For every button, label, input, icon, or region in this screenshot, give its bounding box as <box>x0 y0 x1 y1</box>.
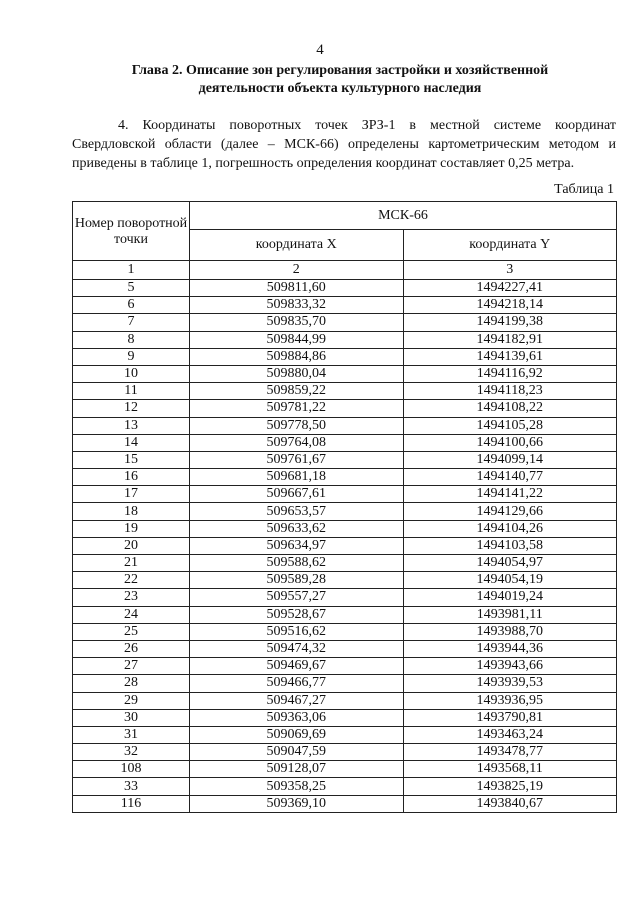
coordinate-y-cell: 1494099,14 <box>403 451 617 468</box>
point-number-cell: 108 <box>73 761 190 778</box>
coordinate-x-cell: 509633,62 <box>190 520 404 537</box>
coordinate-x-cell: 509835,70 <box>190 314 404 331</box>
point-number-cell: 32 <box>73 744 190 761</box>
coordinate-x-cell: 509467,27 <box>190 692 404 709</box>
table-row <box>73 314 617 331</box>
point-number-cell: 6 <box>73 297 190 314</box>
coordinate-y-cell: 1493988,70 <box>403 623 617 640</box>
coordinate-x-cell: 509681,18 <box>190 469 404 486</box>
table-row <box>73 572 617 589</box>
table-row <box>73 486 617 503</box>
point-number-cell: 14 <box>73 434 190 451</box>
column-index: 2 <box>190 261 404 280</box>
header-coordinate-x: координата X <box>190 230 404 261</box>
table-row <box>73 658 617 675</box>
point-number-cell: 28 <box>73 675 190 692</box>
coordinate-y-cell: 1493568,11 <box>403 761 617 778</box>
point-number-cell: 23 <box>73 589 190 606</box>
coordinate-x-cell: 509369,10 <box>190 795 404 812</box>
point-number-cell: 30 <box>73 709 190 726</box>
table-row <box>73 606 617 623</box>
table-row <box>73 400 617 417</box>
point-number-cell: 29 <box>73 692 190 709</box>
coordinate-y-cell: 1494103,58 <box>403 537 617 554</box>
point-number-cell: 116 <box>73 795 190 812</box>
coordinate-y-cell: 1494129,66 <box>403 503 617 520</box>
coordinate-x-cell: 509764,08 <box>190 434 404 451</box>
coordinate-y-cell: 1493981,11 <box>403 606 617 623</box>
point-number-cell: 17 <box>73 486 190 503</box>
coordinate-y-cell: 1494182,91 <box>403 331 617 348</box>
table-row <box>73 537 617 554</box>
coordinate-y-cell: 1494105,28 <box>403 417 617 434</box>
coordinate-x-cell: 509844,99 <box>190 331 404 348</box>
point-number-cell: 10 <box>73 365 190 382</box>
coordinate-y-cell: 1494118,23 <box>403 383 617 400</box>
coordinate-x-cell: 509557,27 <box>190 589 404 606</box>
coordinate-x-cell: 509653,57 <box>190 503 404 520</box>
coordinate-x-cell: 509761,67 <box>190 451 404 468</box>
point-number-cell: 26 <box>73 640 190 657</box>
coordinate-x-cell: 509358,25 <box>190 778 404 795</box>
table-row <box>73 365 617 382</box>
coordinate-x-cell: 509859,22 <box>190 383 404 400</box>
table-row <box>73 555 617 572</box>
table-row <box>73 503 617 520</box>
table-body <box>73 261 617 813</box>
coordinate-y-cell: 1494054,19 <box>403 572 617 589</box>
point-number-cell: 15 <box>73 451 190 468</box>
point-number-cell: 22 <box>73 572 190 589</box>
coordinate-y-cell: 1493790,81 <box>403 709 617 726</box>
coordinate-y-cell: 1494227,41 <box>403 280 617 297</box>
coordinate-x-cell: 509469,67 <box>190 658 404 675</box>
table-row <box>73 623 617 640</box>
coordinate-x-cell: 509884,86 <box>190 348 404 365</box>
coordinate-x-cell: 509811,60 <box>190 280 404 297</box>
point-number-cell: 11 <box>73 383 190 400</box>
coordinates-table <box>72 201 617 813</box>
coordinate-x-cell: 509128,07 <box>190 761 404 778</box>
coordinate-x-cell: 509474,32 <box>190 640 404 657</box>
header-point-number: Номер поворотной точки <box>73 202 190 261</box>
coordinate-y-cell: 1493478,77 <box>403 744 617 761</box>
coordinate-x-cell: 509634,97 <box>190 537 404 554</box>
coordinate-x-cell: 509047,59 <box>190 744 404 761</box>
coordinate-y-cell: 1494108,22 <box>403 400 617 417</box>
coordinate-y-cell: 1494141,22 <box>403 486 617 503</box>
table-row <box>73 383 617 400</box>
table-row <box>73 640 617 657</box>
table-row <box>73 520 617 537</box>
coordinate-y-cell: 1494140,77 <box>403 469 617 486</box>
table-row <box>73 795 617 812</box>
point-number-cell: 31 <box>73 726 190 743</box>
coordinate-y-cell: 1494116,92 <box>403 365 617 382</box>
point-number-cell: 20 <box>73 537 190 554</box>
column-index: 1 <box>73 261 190 280</box>
table-row <box>73 761 617 778</box>
point-number-cell: 12 <box>73 400 190 417</box>
table-row <box>73 417 617 434</box>
table-row <box>73 692 617 709</box>
page-number: 4 <box>316 42 324 58</box>
table-row <box>73 589 617 606</box>
coordinate-y-cell: 1493463,24 <box>403 726 617 743</box>
coordinate-x-cell: 509589,28 <box>190 572 404 589</box>
table-row <box>73 348 617 365</box>
coordinate-x-cell: 509833,32 <box>190 297 404 314</box>
point-number-cell: 7 <box>73 314 190 331</box>
coordinate-y-cell: 1493936,95 <box>403 692 617 709</box>
coordinate-y-cell: 1493840,67 <box>403 795 617 812</box>
header-coordinate-y: координата Y <box>403 230 617 261</box>
table-row <box>73 280 617 297</box>
coordinate-x-cell: 509588,62 <box>190 555 404 572</box>
point-number-cell: 25 <box>73 623 190 640</box>
coordinate-x-cell: 509880,04 <box>190 365 404 382</box>
coordinate-y-cell: 1493939,53 <box>403 675 617 692</box>
point-number-cell: 8 <box>73 331 190 348</box>
coordinate-x-cell: 509516,62 <box>190 623 404 640</box>
point-number-cell: 21 <box>73 555 190 572</box>
point-number-cell: 9 <box>73 348 190 365</box>
column-index-row <box>73 261 617 280</box>
header-coordinate-system: МСК-66 <box>190 202 617 230</box>
chapter-title: Глава 2. Описание зон регулирования застройки и хозяйственной деятельности объекта культурного наследия <box>131 63 549 96</box>
coordinate-y-cell: 1493943,66 <box>403 658 617 675</box>
coordinate-x-cell: 509069,69 <box>190 726 404 743</box>
point-number-cell: 16 <box>73 469 190 486</box>
coordinate-x-cell: 509466,77 <box>190 675 404 692</box>
point-number-cell: 27 <box>73 658 190 675</box>
point-number-cell: 18 <box>73 503 190 520</box>
coordinate-y-cell: 1494100,66 <box>403 434 617 451</box>
coordinate-y-cell: 1494199,38 <box>403 314 617 331</box>
coordinate-x-cell: 509778,50 <box>190 417 404 434</box>
table-row <box>73 709 617 726</box>
column-index: 3 <box>403 261 617 280</box>
coordinate-x-cell: 509528,67 <box>190 606 404 623</box>
coordinate-y-cell: 1493825,19 <box>403 778 617 795</box>
table-row <box>73 675 617 692</box>
coordinate-y-cell: 1494019,24 <box>403 589 617 606</box>
coordinate-y-cell: 1493944,36 <box>403 640 617 657</box>
table-row <box>73 451 617 468</box>
point-number-cell: 24 <box>73 606 190 623</box>
coordinate-y-cell: 1494054,97 <box>403 555 617 572</box>
table-row <box>73 469 617 486</box>
table-row <box>73 297 617 314</box>
table-caption: Таблица 1 <box>554 182 614 197</box>
coordinate-x-cell: 509781,22 <box>190 400 404 417</box>
coordinate-x-cell: 509667,61 <box>190 486 404 503</box>
point-number-cell: 19 <box>73 520 190 537</box>
table-row <box>73 726 617 743</box>
coordinate-y-cell: 1494218,14 <box>403 297 617 314</box>
table-row <box>73 434 617 451</box>
table-row <box>73 744 617 761</box>
coordinate-y-cell: 1494104,26 <box>403 520 617 537</box>
point-number-cell: 5 <box>73 280 190 297</box>
coordinate-x-cell: 509363,06 <box>190 709 404 726</box>
table-row <box>73 331 617 348</box>
coordinate-y-cell: 1494139,61 <box>403 348 617 365</box>
point-number-cell: 13 <box>73 417 190 434</box>
table-row <box>73 778 617 795</box>
body-paragraph: 4. Координаты поворотных точек ЗРЗ-1 в местной системе координат Свердловской области (далее – МСК-66) определены картометрическим методом и приведены в таблице 1, погрешность определения координат составляет 0,25 метра. <box>72 118 616 171</box>
point-number-cell: 33 <box>73 778 190 795</box>
